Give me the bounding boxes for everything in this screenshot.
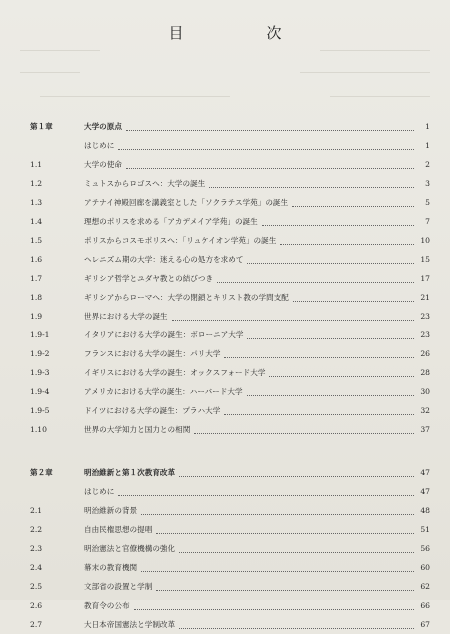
leader-dots [126,150,414,169]
section-title: はじめに [84,487,115,497]
page-number: 5 [425,197,430,207]
section-number: 1.3 [30,197,43,207]
leader-dots [247,320,414,339]
page-number: 10 [420,235,430,245]
section-title: ギリシア哲学とユダヤ教との結びつき [84,273,214,283]
section-title: 文部省の設置と学制 [84,581,153,591]
section-title: 自由民権思想の提唱 [84,525,153,534]
chapter-title: 大学の原点 [84,122,122,131]
section-number: 1.9-3 [30,368,50,378]
chapter-title: 明治維新と第１次教育改革 [84,468,176,478]
section-title: 大日本帝国憲法と学制改革 [84,619,176,629]
page-number: 56 [420,543,430,553]
section-title: 大学の使命 [84,159,122,169]
page-number: 21 [420,292,430,302]
section-title: 明治憲法と官僚機構の強化 [84,543,176,553]
leader-dots [293,283,414,302]
page-number: 1 [425,140,430,150]
leader-dots [269,358,414,377]
page-number: 23 [420,330,430,340]
section-number: 1.4 [30,216,43,226]
page-number: 3 [425,178,430,188]
leader-dots [247,245,414,264]
section-title: 理想のポリスを求める「アカデメイア学苑」の誕生 [84,216,258,226]
page-title: 目 次 [168,24,316,42]
leader-dots [141,553,414,572]
section-title: ヘレニズム期の大学：迷える心の処方を求めて [84,254,244,264]
section-title: 明治維新の背景 [84,506,138,516]
leader-dots [156,572,414,591]
section-number: 1.9-1 [30,330,50,340]
section-number: 2.5 [30,581,43,591]
section-title: 教育令の公布 [84,600,130,610]
page-number: 32 [420,406,430,416]
chapter-number: 第１章 [30,122,53,131]
section-title: アメリカにおける大学の誕生：ハーバード大学 [84,387,243,397]
section-title: ギリシアからローマへ：大学の閉鎖とキリスト教の学問支配 [84,292,289,302]
leader-dots [134,591,414,610]
leader-dots [179,458,414,477]
section-number: 1.10 [30,425,47,435]
section-row [0,421,450,439]
section-title: イタリアにおける大学の誕生：ボローニア大学 [84,330,244,340]
section-title: 世界の大学知力と国力との相関 [84,425,191,435]
leader-dots [224,396,414,415]
leader-dots [194,415,414,434]
leader-dots [280,226,414,245]
leader-dots [141,496,414,515]
chapter-number: 第２章 [30,468,53,478]
leader-dots [118,477,414,496]
show-through-lines [0,50,450,54]
section-title: はじめに [84,140,115,150]
section-title: イギリスにおける大学の誕生：オックスフォード大学 [84,368,266,378]
section-number: 1.1 [30,159,43,169]
page-number: 15 [420,254,430,264]
leader-dots [262,207,414,226]
section-number: 2.7 [30,619,43,629]
section-row [0,616,450,634]
page-number: 7 [425,216,430,226]
section-number: 2.1 [30,506,43,516]
section-number: 1.6 [30,254,43,264]
page-number: 47 [420,468,430,478]
page-number: 1 [425,122,430,131]
section-number: 2.6 [30,600,43,610]
section-title: ドイツにおける大学の誕生：プラハ大学 [84,406,221,416]
leader-dots [217,264,414,283]
section-number: 1.9-4 [30,387,50,397]
section-number: 2.2 [30,525,43,534]
page-number: 26 [420,349,430,359]
show-through-lines [0,96,450,100]
show-through-lines [0,72,450,76]
page-number: 17 [420,273,430,283]
section-title: フランスにおける大学の誕生：パリ大学 [84,349,221,359]
section-number: 2.3 [30,543,43,553]
page-number: 66 [420,600,430,610]
section-title: アテナイ神殿回廊を講義室とした「ソクラテス学苑」の誕生 [84,197,289,207]
section-number: 1.9 [30,311,43,321]
leader-dots [292,188,414,207]
leader-dots [179,534,414,553]
leader-dots [224,339,414,358]
page-number: 28 [420,368,430,378]
section-title: ポリスからコスモポリスへ：「リュケイオン学苑」の誕生 [84,235,277,245]
leader-dots [179,610,414,629]
section-title: ミュトスからロゴスへ：大学の誕生 [84,178,206,188]
section-number: 1.5 [30,235,43,245]
section-title: 世界における大学の誕生 [84,311,168,321]
section-number: 1.9-5 [30,406,50,416]
page-number: 37 [420,425,430,435]
page-number: 67 [420,619,430,629]
section-number: 1.9-2 [30,349,50,359]
page-number: 30 [420,387,430,397]
leader-dots [126,112,414,131]
leader-dots [247,377,414,396]
section-number: 2.4 [30,562,43,572]
page-number: 47 [420,487,430,497]
leader-dots [118,131,414,150]
leader-dots [156,515,414,534]
page-number: 48 [420,506,430,516]
leader-dots [172,302,414,321]
section-number: 1.7 [30,273,43,283]
section-number: 1.2 [30,178,43,188]
section-title: 幕末の教育機関 [84,562,138,572]
leader-dots [209,169,414,188]
page-number: 62 [420,581,430,591]
page-number: 60 [420,562,430,572]
page-number: 51 [420,525,430,534]
page-number: 23 [420,311,430,321]
page-number: 2 [425,159,430,169]
section-number: 1.8 [30,292,43,302]
